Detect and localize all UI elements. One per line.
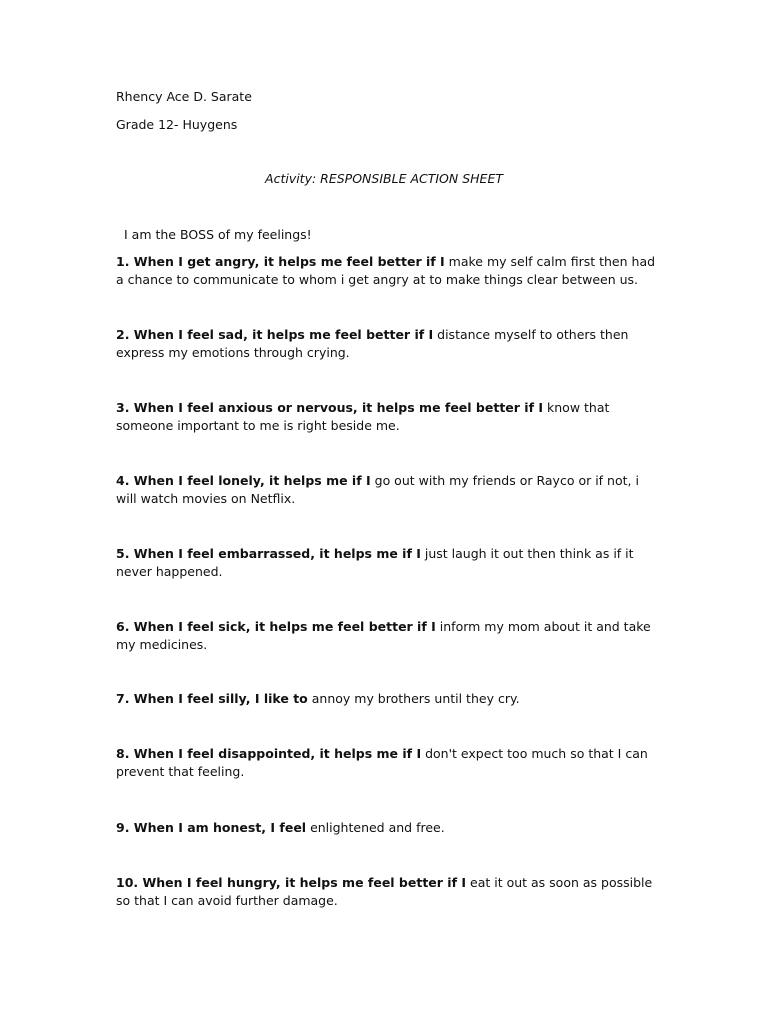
item-answer: just laugh it out then think as if it never happened.: [116, 546, 634, 579]
item-prompt: 7. When I feel silly, I like to: [116, 691, 308, 706]
list-item: [116, 545, 656, 581]
student-name: Rhency Ace D. Sarate: [116, 89, 252, 104]
item-prompt: 4. When I feel lonely, it helps me if I: [116, 473, 371, 488]
item-prompt: 9. When I am honest, I feel: [116, 820, 307, 835]
item-answer: eat it out as soon as possible so that I can avoid further damage.: [116, 875, 653, 908]
item-prompt: 6. When I feel sick, it helps me feel better if I: [116, 619, 436, 634]
list-item: [116, 745, 656, 781]
list-item: [116, 253, 656, 289]
item-answer: inform my mom about it and take my medicines.: [116, 619, 651, 652]
list-item: [116, 399, 656, 435]
item-prompt: 3. When I feel anxious or nervous, it helps me feel better if I: [116, 400, 544, 415]
list-item: [116, 690, 656, 708]
item-prompt: 10. When I feel hungry, it helps me feel better if I: [116, 875, 467, 890]
item-answer: annoy my brothers until they cry.: [307, 691, 520, 706]
item-answer: make my self calm first then had a chance to communicate to whom i get angry at to make things clear between us.: [116, 254, 656, 287]
item-answer: go out with my friends or Rayco or if not, i will watch movies on Netflix.: [116, 473, 639, 506]
list-item: [116, 618, 656, 654]
activity-title: Activity: RESPONSIBLE ACTION SHEET: [265, 171, 503, 186]
list-item: [116, 819, 656, 837]
intro-text: I am the BOSS of my feelings!: [124, 227, 312, 242]
item-answer: know that someone important to me is right beside me.: [116, 400, 610, 433]
item-prompt: 5. When I feel embarrassed, it helps me if I: [116, 546, 421, 561]
item-prompt: 1. When I get angry, it helps me feel better if I: [116, 254, 445, 269]
item-prompt: 2. When I feel sad, it helps me feel better if I: [116, 327, 434, 342]
item-prompt: 8. When I feel disappointed, it helps me if I: [116, 746, 422, 761]
item-answer: don't expect too much so that I can prevent that feeling.: [116, 746, 648, 779]
list-item: [116, 874, 656, 910]
item-answer: enlightened and free.: [306, 820, 445, 835]
item-answer: distance myself to others then express my emotions through crying.: [116, 327, 629, 360]
list-item: [116, 326, 656, 362]
list-item: [116, 472, 656, 508]
student-grade: Grade 12- Huygens: [116, 117, 238, 132]
